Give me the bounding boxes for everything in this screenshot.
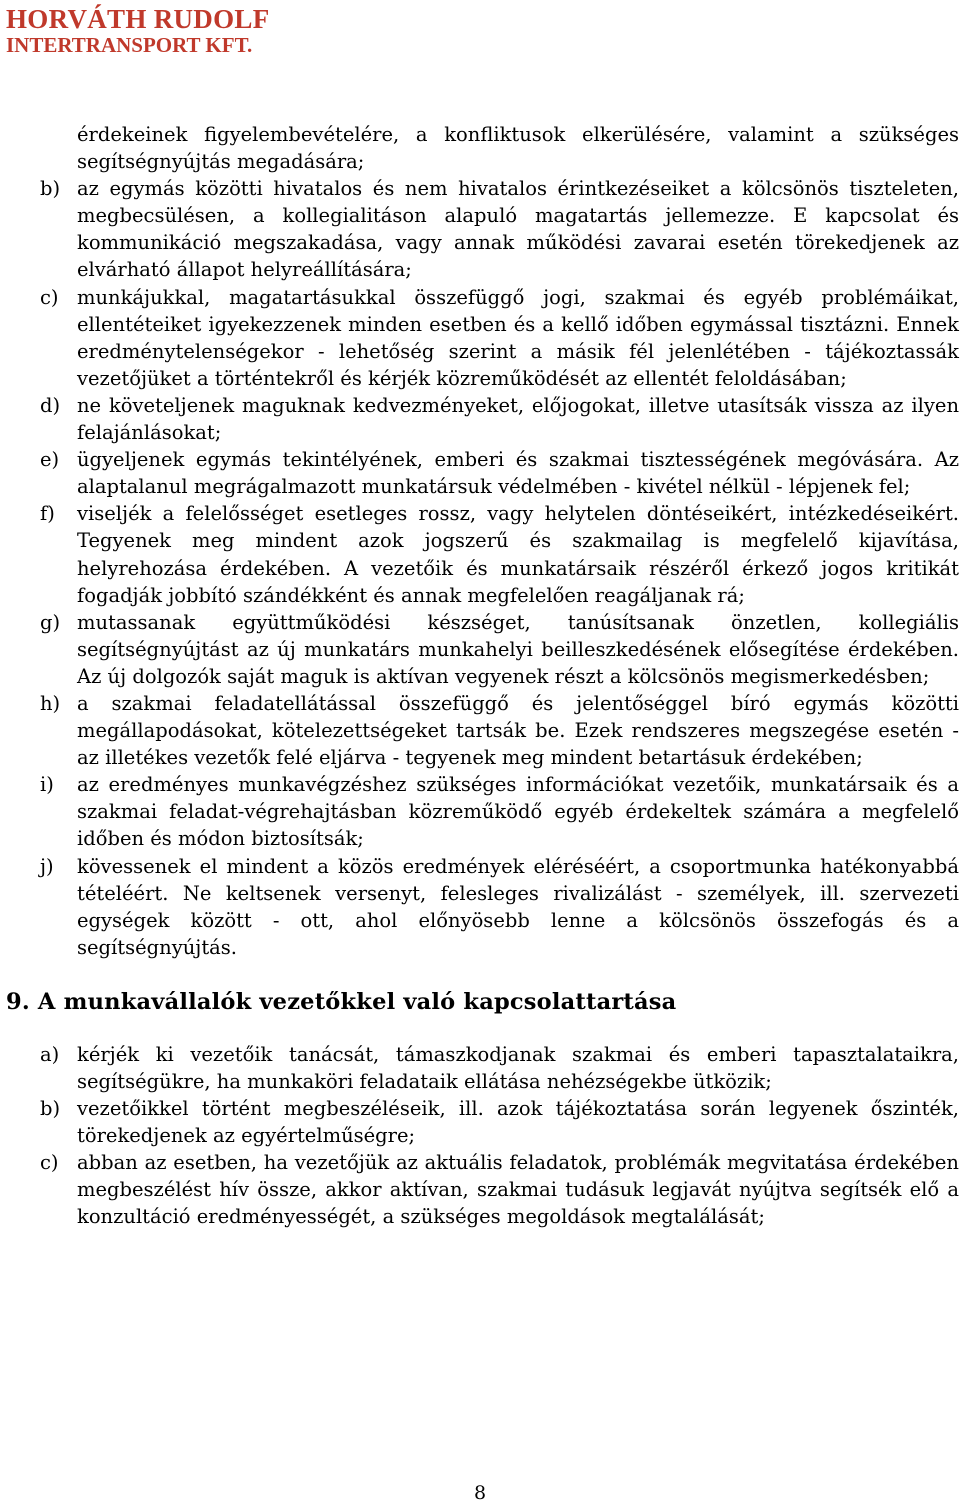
section-item-c — [40, 1149, 959, 1230]
list-marker: c) — [40, 1151, 59, 1175]
list-item-b — [40, 175, 959, 283]
continued-paragraph: érdekeinek figyelembevételére, a konfliktusok elkerülésére, valamint a szükséges segítségnyújtás megadására; — [77, 123, 959, 174]
list-item-text: mutassanak együttműködési készséget, tanúsítsanak önzetlen, kollegiális segítségnyújtást az új munkatárs munkahelyi beilleszkedésének elősegítése érdekében. Az új dolgozók saját maguk is aktívan vegyenek részt a kölcsönös megismerkedésben; — [77, 610, 959, 688]
document-header — [6, 4, 270, 57]
list-item-j — [40, 853, 959, 961]
list-item-text: abban az esetben, ha vezetőjük az aktuális feladatok, problémák megvitatása érdekében megbeszélést hív össze, akkor aktívan, szakmai tudásuk legjavát nyújtva segítsék elő a konzultáció eredményességét, a szükséges megoldások megtalálását; — [77, 1151, 959, 1229]
list-item-text: viseljék a felelősséget esetleges rossz, vagy helytelen döntéseikért, intézkedéseikért. Tegyenek meg mindent azok jogszerű és szakmailag is megfelelő kijavítása, helyrehozása érdekében. A vezetőik és munkatársaik részéről érkező jogos kritikát fogadják jobbító szándékként és annak megfelelően reagáljanak rá; — [77, 502, 959, 607]
list-marker: b) — [40, 1097, 61, 1121]
list-item-text: az eredményes munkavégzéshez szükséges információkat vezetőik, munkatársaik és a szakmai feladat-végrehajtásban közreműködő egyéb érdekeltek számára a megfelelő időben és módon biztosítsák; — [77, 773, 959, 851]
list-marker: e) — [40, 448, 60, 472]
list-marker: h) — [40, 691, 61, 715]
list-marker: d) — [40, 393, 61, 417]
list-item-text: kérjék ki vezetőik tanácsát, támaszkodjanak szakmai és emberi tapasztalataikra, segítségükre, ha munkaköri feladataik ellátása nehézségekbe ütközik; — [77, 1042, 959, 1093]
list-item-text: munkájukkal, magatartásukkal összefüggő jogi, szakmai és egyéb problémáikat, ellentéteiket igyekezzenek minden esetben és a kellő időben egymással tisztázni. Ennek eredménytelenségekor - lehetőség szerint a másik fél jelenlétében - tájékoztassák vezetőjüket a történtekről és kérjék közreműködését az ellentét feloldásában; — [77, 285, 959, 390]
list-marker: a) — [40, 1042, 60, 1066]
list-item-h — [40, 690, 959, 771]
section-item-a — [40, 1041, 959, 1095]
list-item-i — [40, 771, 959, 852]
list-marker: g) — [40, 610, 61, 634]
list-item-text: kövessenek el mindent a közös eredmények eléréséért, a csoportmunka hatékonyabbá tételéért. Ne keltsenek versenyt, felesleges rivalizálást - személyek, ill. szervezeti egységek között - ott, ahol előnyösebb lenne a kölcsönös összefogás és a segítségnyújtás. — [77, 854, 959, 959]
list-item-text: ügyeljenek egymás tekintélyének, emberi és szakmai tisztességének megóvására. Az alaptalanul megrágalmazott munkatársuk védelmében - kivétel nélkül - lépjenek fel; — [77, 448, 959, 499]
list-marker: c) — [40, 285, 59, 309]
section-list — [40, 1041, 959, 1231]
list-item-d — [40, 392, 959, 446]
list-marker: b) — [40, 177, 61, 201]
list-item-g — [40, 609, 959, 690]
section-item-b — [40, 1095, 959, 1149]
list-item-e — [40, 446, 959, 500]
list-item-text: ne követeljenek maguknak kedvezményeket, előjogokat, illetve utasítsák vissza az ilyen felajánlásokat; — [77, 393, 959, 445]
section-heading: 9. A munkavállalók vezetőkkel való kapcsolattartása — [6, 988, 677, 1015]
list-marker: j) — [40, 854, 54, 878]
page-number: 8 — [473, 1482, 487, 1504]
document-body — [6, 121, 959, 1231]
list-item-text: az egymás közötti hivatalos és nem hivatalos érintkezéseiket a kölcsönös tiszteleten, megbecsülésen, a kollegialitáson alapuló magatartás jellemezze. E kapcsolat és kommunikáció megszakadása, vagy annak működési zavarai esetén törekedjenek az elvárható állapot helyreállítására; — [77, 177, 959, 282]
list-item-f — [40, 500, 959, 608]
list-item-text: a szakmai feladatellátással összefüggő és jelentőséggel bíró egymás közötti megállapodásokat, kötelezettségeket tartsák be. Ezek rendszeres megszegése esetén - az illetékes vezetők felé eljárva - tegyenek meg mindent betartásuk érdekében; — [77, 691, 959, 770]
list-item-c — [40, 284, 959, 392]
company-subtitle: INTERTRANSPORT KFT. — [6, 33, 253, 57]
list-item-text: vezetőikkel történt megbeszéléseik, ill. azok tájékoztatása során legyenek őszinték, törekedjenek az egyértelműségre; — [77, 1097, 959, 1148]
list-marker: i) — [40, 773, 54, 797]
list-marker: f) — [40, 502, 55, 526]
company-name: HORVÁTH RUDOLF — [6, 4, 270, 34]
